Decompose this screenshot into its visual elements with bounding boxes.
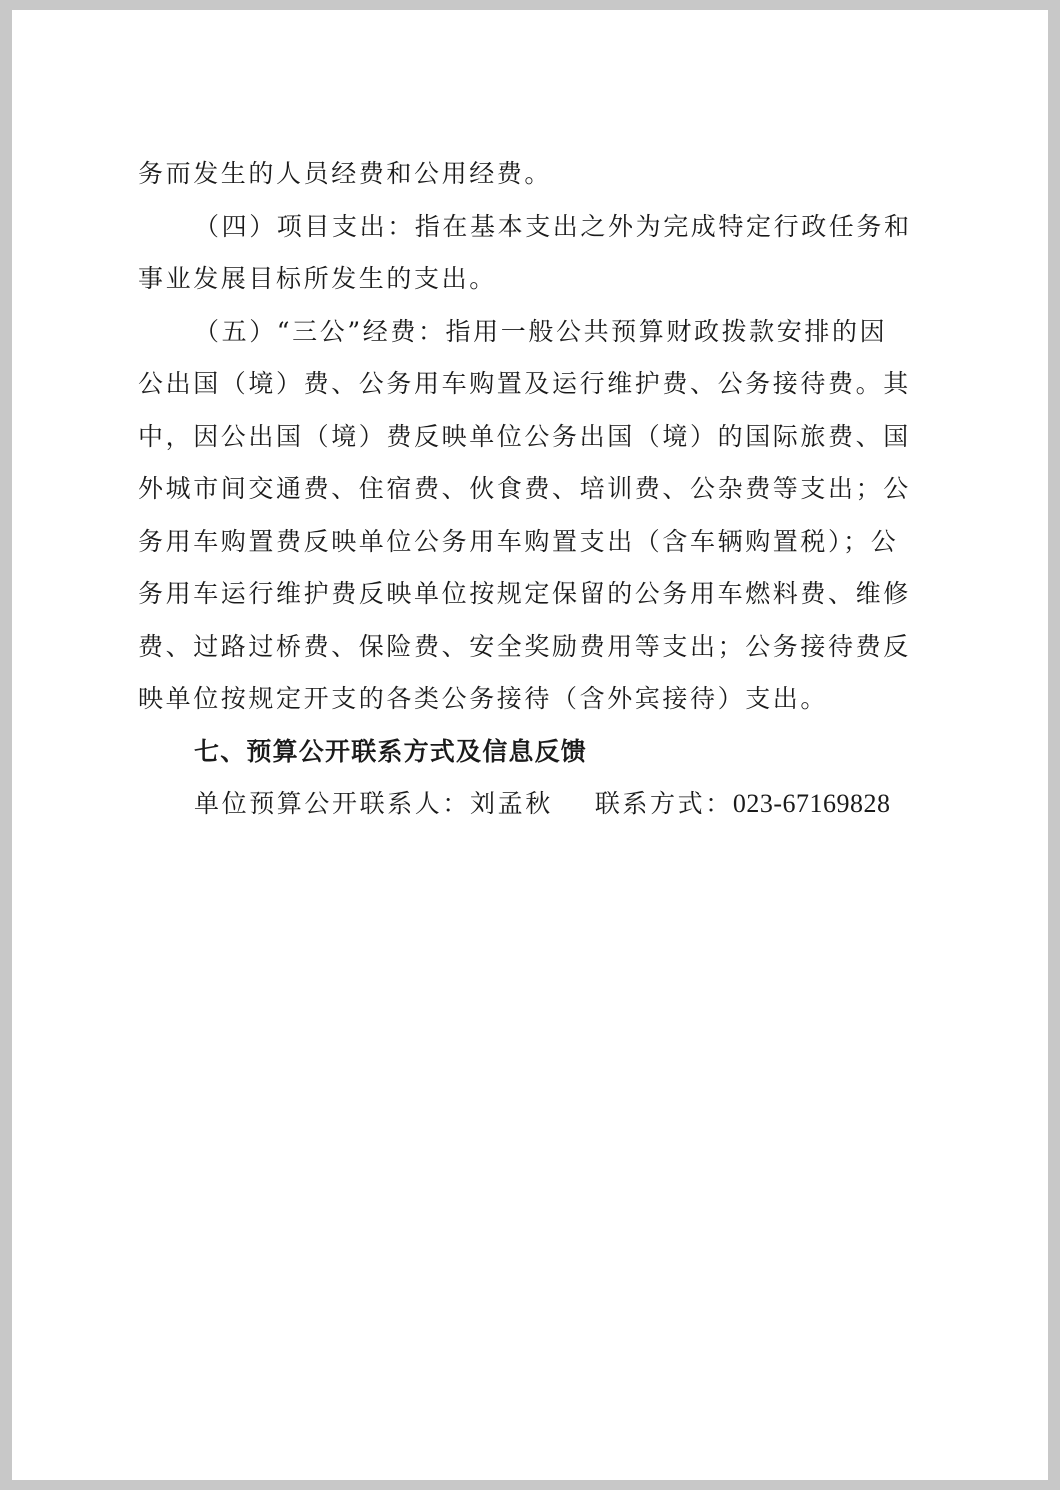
paragraph-line: 公出国（境）费、公务用车购置及运行维护费、公务接待费。其 xyxy=(138,369,911,398)
contact-person: 单位预算公开联系人：刘孟秋 xyxy=(194,789,553,818)
paragraph-line: 事业发展目标所发生的支出。 xyxy=(138,264,497,293)
document-page xyxy=(12,10,1048,1480)
paragraph-line: 中，因公出国（境）费反映单位公务出国（境）的国际旅费、国 xyxy=(138,421,911,451)
paragraph-line: 务用车运行维护费反映单位按规定保留的公务用车燃料费、维修 xyxy=(138,579,911,608)
contact-line xyxy=(138,778,938,831)
contact-phone-number: 023-67169828 xyxy=(732,789,891,818)
contact-phone-label: 联系方式： xyxy=(594,789,733,818)
paragraph-line: 映单位按规定开支的各类公务接待（含外宾接待）支出。 xyxy=(138,684,829,713)
document-body xyxy=(138,148,938,831)
paragraph-line: 务用车购置费反映单位公务用车购置支出（含车辆购置税）；公 xyxy=(138,526,899,556)
paragraph-line: （四）项目支出：指在基本支出之外为完成特定行政任务和 xyxy=(194,211,912,241)
paragraph-line: 外城市间交通费、住宿费、伙食费、培训费、公杂费等支出；公 xyxy=(138,474,911,503)
section-heading: 七、预算公开联系方式及信息反馈 xyxy=(194,736,588,766)
paragraph-line: 费、过路过桥费、保险费、安全奖励费用等支出；公务接待费反 xyxy=(138,631,911,661)
paragraph-line: （五）“三公”经费：指用一般公共预算财政拨款安排的因 xyxy=(194,316,888,346)
paragraph-line: 务而发生的人员经费和公用经费。 xyxy=(138,159,553,188)
